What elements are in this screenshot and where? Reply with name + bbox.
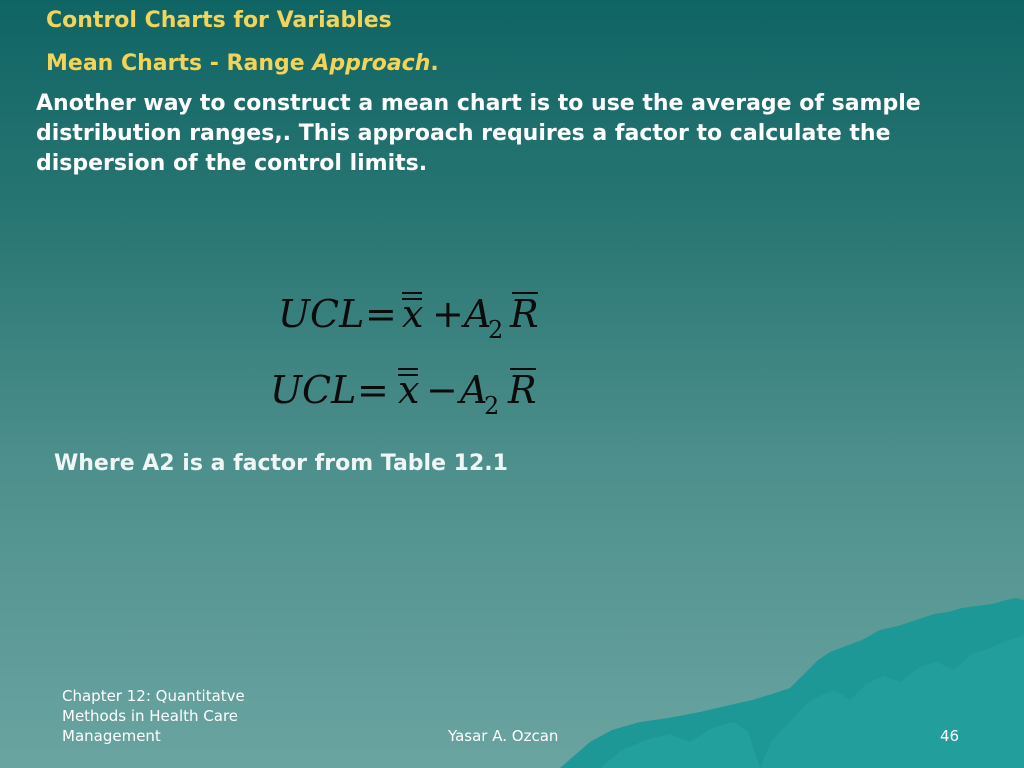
formula-equals: =: [365, 292, 397, 336]
formula-lower: [250, 368, 570, 428]
body-paragraph: Another way to construct a mean chart is to use the average of sample distribution ranges,. This approach requires a factor to calculate the dispersion of the control limits.: [36, 91, 921, 176]
subtitle-end: .: [430, 51, 439, 76]
subtitle-plain: Mean Charts - Range: [46, 51, 313, 76]
slide-subtitle: [46, 51, 439, 76]
formula-rbar: R: [510, 292, 539, 336]
formula-subscript: 2: [488, 316, 504, 344]
footer-page-number: 46: [940, 727, 960, 745]
formula-rbar: R: [508, 368, 537, 412]
formula-upper: [250, 292, 570, 352]
formula-xbar: x: [402, 292, 424, 336]
formula-coefficient: A: [460, 368, 488, 412]
formula-lhs: UCL: [278, 292, 365, 336]
subtitle-italic: Approach: [312, 51, 431, 76]
formula-operator: −: [426, 368, 458, 412]
formula-xbar: x: [398, 368, 420, 412]
formula-lhs: UCL: [270, 368, 357, 412]
formula-subscript: 2: [484, 392, 500, 420]
where-note: Where A2 is a factor from Table 12.1: [54, 451, 508, 476]
formula-equals: =: [357, 368, 389, 412]
formula-operator: +: [432, 292, 464, 336]
footer-chapter: Chapter 12: Quantitatve Methods in Health Care Management: [62, 687, 245, 745]
slide-title: Control Charts for Variables: [46, 8, 392, 33]
formula-coefficient: A: [464, 292, 492, 336]
footer-author: Yasar A. Ozcan: [448, 727, 559, 745]
